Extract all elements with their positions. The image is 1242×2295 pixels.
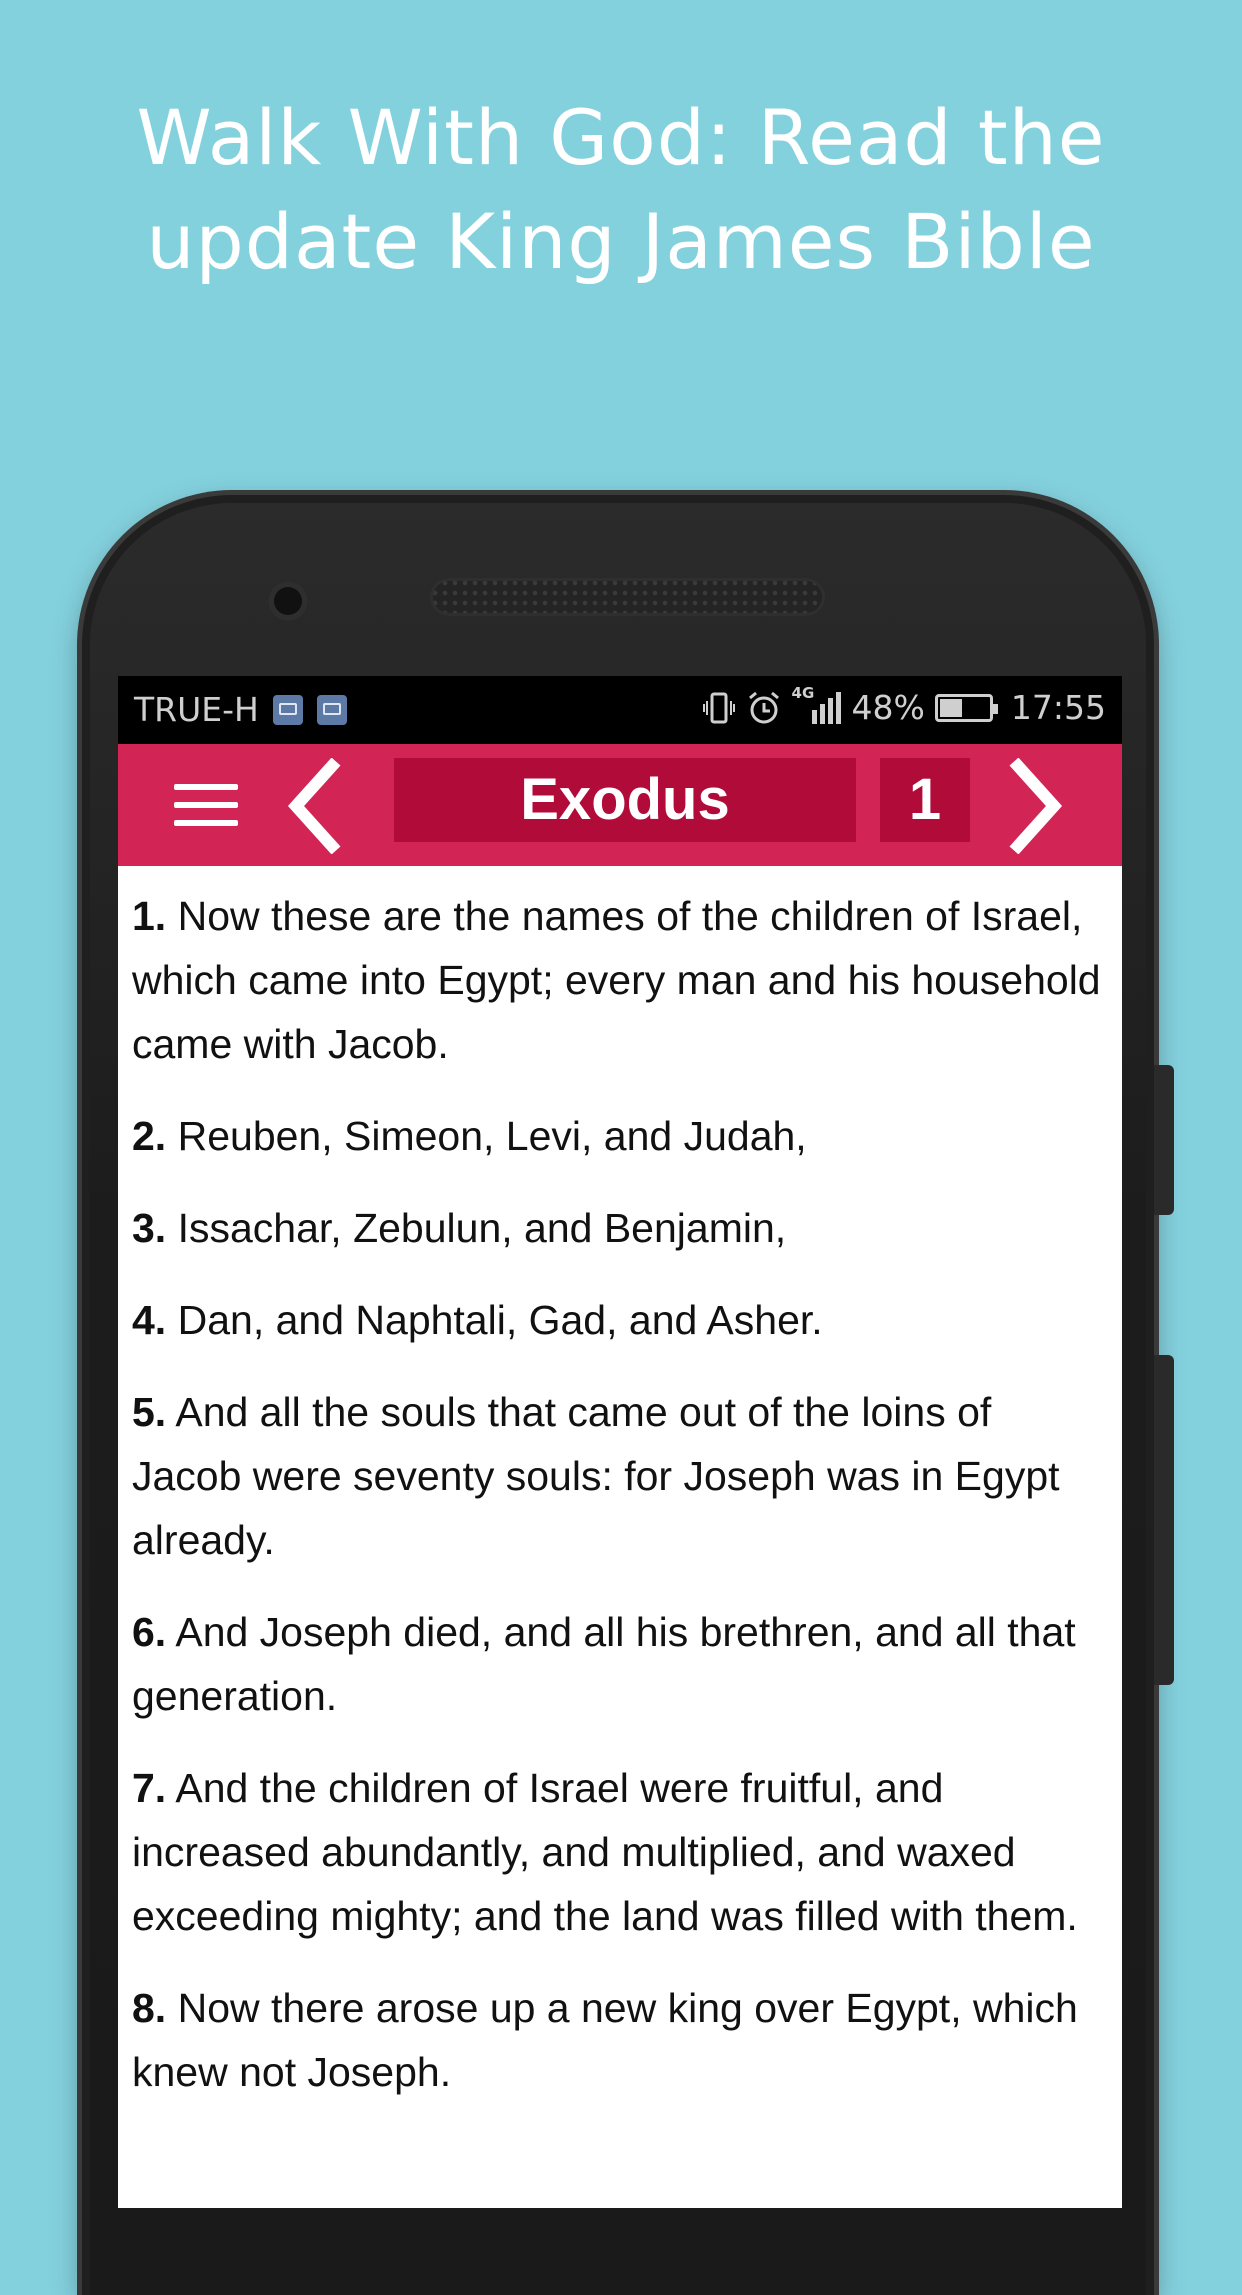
verse-text: Reuben, Simeon, Levi, and Judah, [177,1113,807,1159]
carrier-label: TRUE-H [134,690,259,729]
image-icon [317,695,347,725]
verse-item[interactable] [132,1288,1108,1352]
promo-headline [0,86,1242,294]
hamburger-menu-icon[interactable] [174,784,238,830]
verse-text: And Joseph died, and all his brethren, and all that generation. [132,1609,1076,1719]
verse-number: 6. [132,1609,167,1655]
verse-item[interactable] [132,1104,1108,1168]
verse-text: Dan, and Naphtali, Gad, and Asher. [177,1297,823,1343]
next-chapter-icon[interactable] [1000,758,1070,854]
health-icon [273,695,303,725]
verse-number: 3. [132,1205,167,1251]
verse-item[interactable] [132,1600,1108,1728]
verse-number: 1. [132,893,167,939]
battery-percent: 48% [851,688,925,727]
verse-number: 2. [132,1113,167,1159]
verse-item[interactable] [132,1196,1108,1260]
phone-side-button [1154,1065,1174,1215]
status-bar [118,676,1122,744]
verse-item[interactable] [132,1756,1108,1948]
clock: 17:55 [1010,688,1106,727]
alarm-icon [746,690,782,726]
verse-number: 7. [132,1765,167,1811]
verse-number: 4. [132,1297,167,1343]
prev-chapter-icon[interactable] [280,758,350,854]
verse-text: And all the souls that came out of the loins of Jacob were seventy souls: for Joseph was in Egypt already. [132,1389,1060,1563]
battery-icon [935,694,993,722]
vibrate-icon [702,691,736,725]
speaker-grille [430,578,825,616]
camera-icon [268,581,308,621]
verse-text: Now there arose up a new king over Egypt, which knew not Joseph. [132,1985,1078,2095]
verse-list [118,866,1122,2104]
headline-line-1: Walk With God: Read the [136,93,1106,182]
verse-number: 5. [132,1389,167,1435]
verse-text: Issachar, Zebulun, and Benjamin, [177,1205,787,1251]
verse-number: 8. [132,1985,167,2031]
signal-icon [791,683,842,726]
headline-line-2: update King James Bible [146,197,1096,286]
book-selector[interactable]: Exodus [394,758,856,842]
app-screen [118,676,1122,2208]
verse-item[interactable] [132,1380,1108,1572]
verse-text: And the children of Israel were fruitful, and increased abundantly, and multiplied, and waxed exceeding mighty; and the land was filled with them. [132,1765,1078,1939]
chapter-selector[interactable]: 1 [880,758,970,842]
verse-item[interactable] [132,884,1108,1076]
verse-item[interactable] [132,1976,1108,2104]
network-type: 4G [791,683,815,702]
verse-text: Now these are the names of the children of Israel, which came into Egypt; every man and his household came with Jacob. [132,893,1101,1067]
phone-volume-button [1154,1355,1174,1685]
app-toolbar [118,744,1122,866]
